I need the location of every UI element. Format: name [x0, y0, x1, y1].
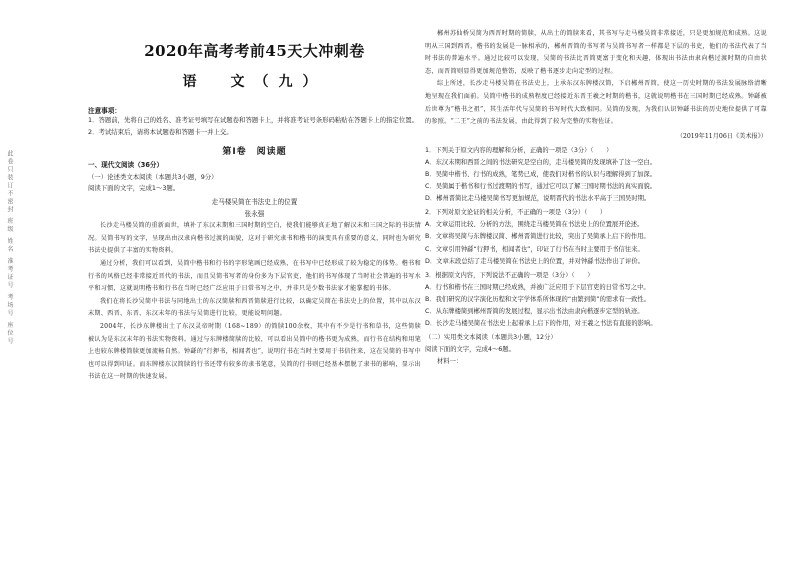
article-paragraph: 2004年，长沙东牌楼出土了东汉灵帝时期（168~189）的简牍100余枚，其中有不少是行书和草书，这些简牍被认为是东汉末年的书法实物资料。通过与东牌楼简牍的比较，可以看出吴简中的楷书更为成熟，而行书在结构和用笔上也较东牌楼简牍更加流畅自然。钟繇的“行狎书，相闻者也”，说明行书在当时主要用于书信往来，这在吴简的书写中也可以得到印证。而东牌楼东汉简牍的行书还带有较多的隶书笔意，吴简的行书则已经基本摆脱了隶书的影响，显示出书法在这一时期的快速发展。: [88, 322, 421, 381]
notice-heading: 注意事项：: [88, 107, 121, 115]
question-option: B．吴简中楷书、行书的成熟，笔势已成，使我们对楷书的认识与理解得到了加深。: [425, 170, 657, 178]
article-paragraph: 综上所述，长沙走马楼吴简在书法史上，上承东汉东牌楼汉简，下启郴州晋简，使这一历史时期的书法发展脉络清晰地呈现在我们面前。吴简中楷书的成熟程度已经接近东晋王羲之时期的楷书，这就说明楷书在三国时期已经成熟。钟繇被后世尊为“楷书之祖”，其生活年代与吴简的书写时代大致相同。吴简的发现，为我们认识钟繇书法的历史地位提供了可靠的参照。“二王”之前的书法发展，由此得到了较为完整的实物佐证。: [425, 80, 767, 126]
article-paragraph: 郴州苏仙桥吴简为西晋时期的简牍，从出土的简牍来看，其书写与走马楼吴简非常接近，只是更加规范和成熟。这说明从三国到西晋，楷书的发展是一脉相承的，郴州晋简的书写者与吴简书写者一样都是下层的书吏，他们的书法代表了当时书法的普遍水平。通过比较可以发现，吴简的书法比晋简更富于变化和天趣，体现出书法由隶向楷过渡时期的自由状态，而晋简则显得更加规范整饬，反映了楷书逐步走向定型的过程。: [425, 30, 767, 75]
binding-margin: [0, 0, 18, 562]
question-option: C．文章引用钟繇“行狎书，相闻者也”，印证了行书在当时主要用于书信往来。: [425, 245, 644, 253]
instruction: 阅读下面的文字，完成4～6题。: [425, 346, 515, 354]
left-column: [88, 0, 421, 562]
article-source: （2019年11月06日《美术报》）: [676, 132, 767, 140]
question-option: C．从东牌楼简到郴州晋简的发展过程，显示出书法由隶向楷逐步定型的轨迹。: [425, 307, 644, 315]
question-option: B．文章将吴简与东牌楼汉简、郴州晋简进行比较，突出了吴简承上启下的作用。: [425, 233, 650, 241]
notice-item: 2．考试结束后，请将本试题卷和答题卡一并上交。: [88, 127, 233, 136]
notice-list: [88, 115, 421, 138]
exam-title: 2020年高考考前45天大冲刺卷: [144, 42, 365, 60]
article-paragraph: 长沙走马楼吴简的重新面世，填补了东汉末期和三国时期的空白，使我们能够真正地了解汉末和三国之际的书法情况。吴简书写的文字，呈现出由汉隶向楷书过渡的面貌，这对于研究隶书和楷书的演变具有重要的意义，同时也为研究书法史提供了丰富的实物资料。: [88, 222, 421, 255]
question-option: D．郴州晋简比走马楼吴简书写更加规范，说明晋代的书法水平高于三国吴时期。: [425, 195, 651, 203]
instruction: 阅读下面的文字，完成1～3题。: [88, 184, 180, 193]
volume-heading: 第Ⅰ卷 阅读题: [222, 147, 287, 158]
article-paragraph: 我们在将长沙吴简中书法与同地出土的东汉简牍和西晋简牍进行比较，以确定吴简在书法史上的位置，其中以东汉末期、西晋、东晋、东汉末年的书法与吴简进行比较，更能说明问题。: [88, 297, 421, 318]
article-title: 走马楼吴简在书法史上的位置: [211, 197, 298, 206]
material-label: 材料一：: [437, 358, 463, 366]
question-stem: 1．下列关于原文内容的理解和分析，正确的一项是（3分）（ ）: [425, 146, 613, 154]
section-heading: （二）实用类文本阅读（本题共3小题，12分）: [425, 334, 557, 342]
question-option: A．文章运用比较、分析的方法，围绕走马楼吴简在书法史上的位置展开论述。: [425, 221, 644, 229]
question-option: B．我们研究的汉字演化历程和文字学体系所体现的“由繁到简”的需求有一致性。: [425, 295, 650, 303]
exam-subtitle: 语 文（九）: [182, 74, 327, 90]
question-option: A．东汉末期和西晋之间的书法研究是空白的，走马楼吴简的发现填补了这一空白。: [425, 158, 656, 166]
binding-margin-text: 此卷只装订不密封 班级 姓名 准考证号 考场号 座位号: [6, 150, 13, 346]
question-option: D．长沙走马楼吴简在书法史上起着承上启下的作用，对王羲之书法有直接的影响。: [425, 320, 657, 328]
article-paragraph: 通过分析，我们可以看到，吴简中楷书和行书的字形笔画已经成熟，在书写中已经形成了较为稳定的体势。楷书和行书的风格已经非常接近晋代的书法，而且吴简书写者的身份多为下层官吏，他们的书写体现了当时社会普遍的书写水平和习惯，这就说明楷书和行书在当时已经广泛应用于日常书写之中，并非只是少数书法家才能掌握的书体。: [88, 259, 421, 293]
section-heading: 一、现代文阅读（36分）: [88, 161, 164, 170]
question-stem: 3．根据原文内容，下列说法不正确的一项是（3分）（ ）: [425, 271, 594, 279]
question-option: D．文章末段总结了走马楼吴简在书法史上的位置，并对钟繇书法作出了评价。: [425, 257, 644, 265]
article-author: 张永强: [244, 209, 265, 218]
sub-section-heading: （一）论述类文本阅读（本题共3小题，9分）: [88, 172, 218, 181]
question-stem: 2．下列对原文论证的相关分析，不正确的一项是（3分）（ ）: [425, 209, 607, 217]
right-column: [425, 0, 767, 562]
question-option: A．行书和楷书在三国时期已经成熟，并被广泛应用于下层官吏的日常书写之中。: [425, 283, 650, 291]
question-option: C．吴简属于楷书和行书过渡期的书写，通过它可以了解三国时期书法的真实面貌。: [425, 183, 657, 191]
notice-item: 1．答题前，先将自己的姓名、准考证号填写在试题卷和答题卡上，并将准考证号条形码粘贴在答题卡上的指定位置。: [88, 116, 418, 124]
